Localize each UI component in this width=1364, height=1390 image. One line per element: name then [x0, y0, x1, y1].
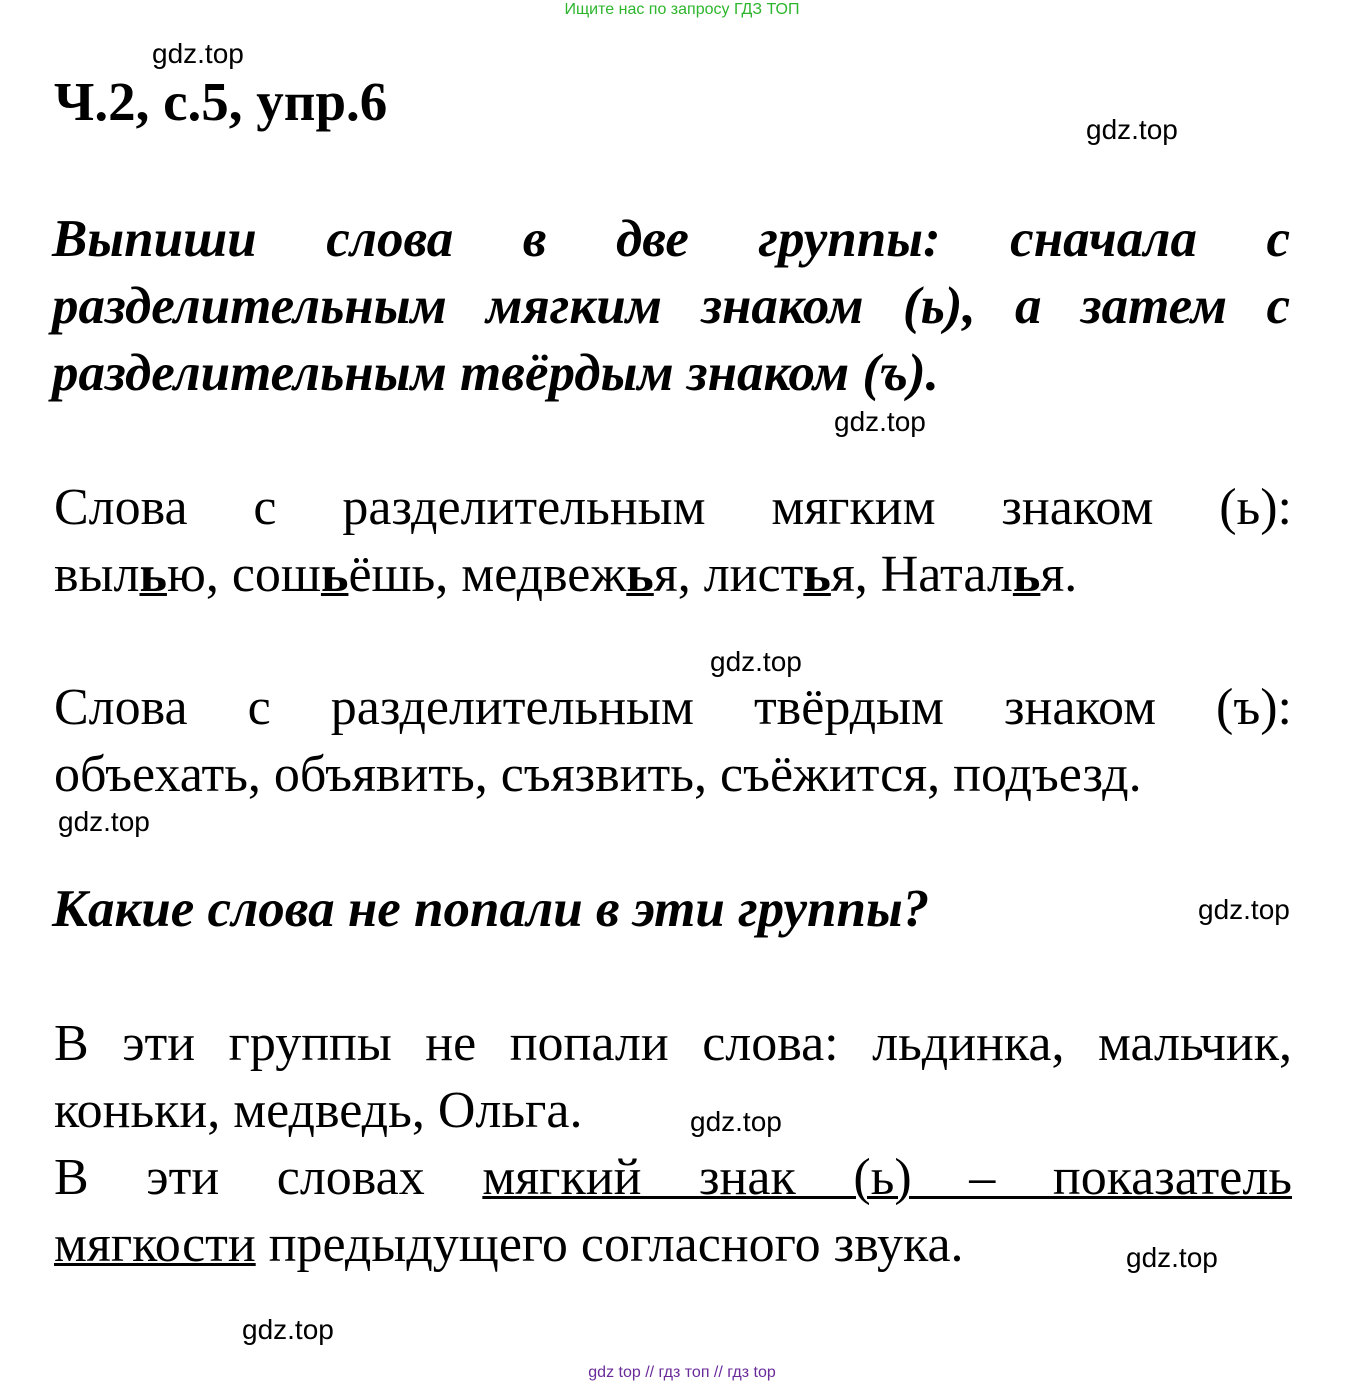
word-list: вылью, сошьёшь, медвежья, листья, Наталья.	[54, 546, 1078, 603]
word: медвежья	[461, 546, 678, 603]
watermark: gdz.top	[58, 806, 150, 837]
task-line: Выпиши слова в две группы: сначала с	[52, 210, 1290, 268]
highlight-letter: ь	[139, 546, 167, 603]
task-line: разделительным твёрдым знаком (ъ).	[52, 344, 939, 402]
watermark: gdz.top	[1086, 114, 1178, 145]
watermark: gdz.top	[1126, 1242, 1218, 1273]
word: вылью	[54, 546, 206, 603]
answer-group-hard-sign	[54, 674, 1292, 808]
task-line: Какие слова не попали в эти группы?	[52, 880, 930, 938]
group-heading: Слова с разделительным твёрдым знаком (ъ):	[54, 679, 1292, 736]
answer-group-soft-sign	[54, 474, 1292, 608]
highlight-letter: ь	[626, 546, 654, 603]
watermark: gdz.top	[710, 646, 802, 677]
underlined-phrase: мягкости	[54, 1216, 256, 1273]
word-list: объехать, объявить, съязвить, съёжится, подъезд.	[54, 746, 1142, 803]
top-banner[interactable]: Ищите нас по запросу ГДЗ ТОП	[564, 1, 800, 18]
watermark: gdz.top	[152, 38, 244, 69]
task-line: разделительным мягким знаком (ь), а затем с	[52, 277, 1290, 335]
answer-line: коньки, медведь, Ольга.	[54, 1082, 583, 1139]
answer-excluded-words	[54, 1010, 1292, 1278]
word: листья	[703, 546, 855, 603]
watermark: gdz.top	[242, 1314, 334, 1345]
page-title: Ч.2, с.5, упр.6	[54, 71, 388, 132]
task-instruction-1	[52, 206, 1290, 407]
watermark: gdz.top	[1198, 894, 1290, 925]
highlight-letter: ь	[1012, 546, 1041, 603]
watermark: gdz.top	[690, 1106, 782, 1137]
watermark: gdz.top	[834, 406, 926, 437]
word: Наталья	[880, 546, 1065, 603]
highlight-letter: ь	[320, 546, 349, 603]
group-heading: Слова с разделительным мягким знаком (ь):	[54, 479, 1292, 536]
answer-line: мягкости предыдущего согласного звука.	[54, 1216, 964, 1273]
word: сошьёшь	[231, 546, 436, 603]
highlight-letter: ь	[803, 546, 831, 603]
task-instruction-2	[52, 876, 929, 943]
underlined-phrase: мягкий знак (ь) – показатель	[482, 1149, 1293, 1206]
footer-links[interactable]: gdz top // гдз топ // гдз top	[588, 1364, 776, 1381]
answer-line: В эти группы не попали слова: льдинка, мальчик,	[54, 1015, 1292, 1072]
answer-line: В эти словах мягкий знак (ь) – показатель	[54, 1149, 1293, 1206]
